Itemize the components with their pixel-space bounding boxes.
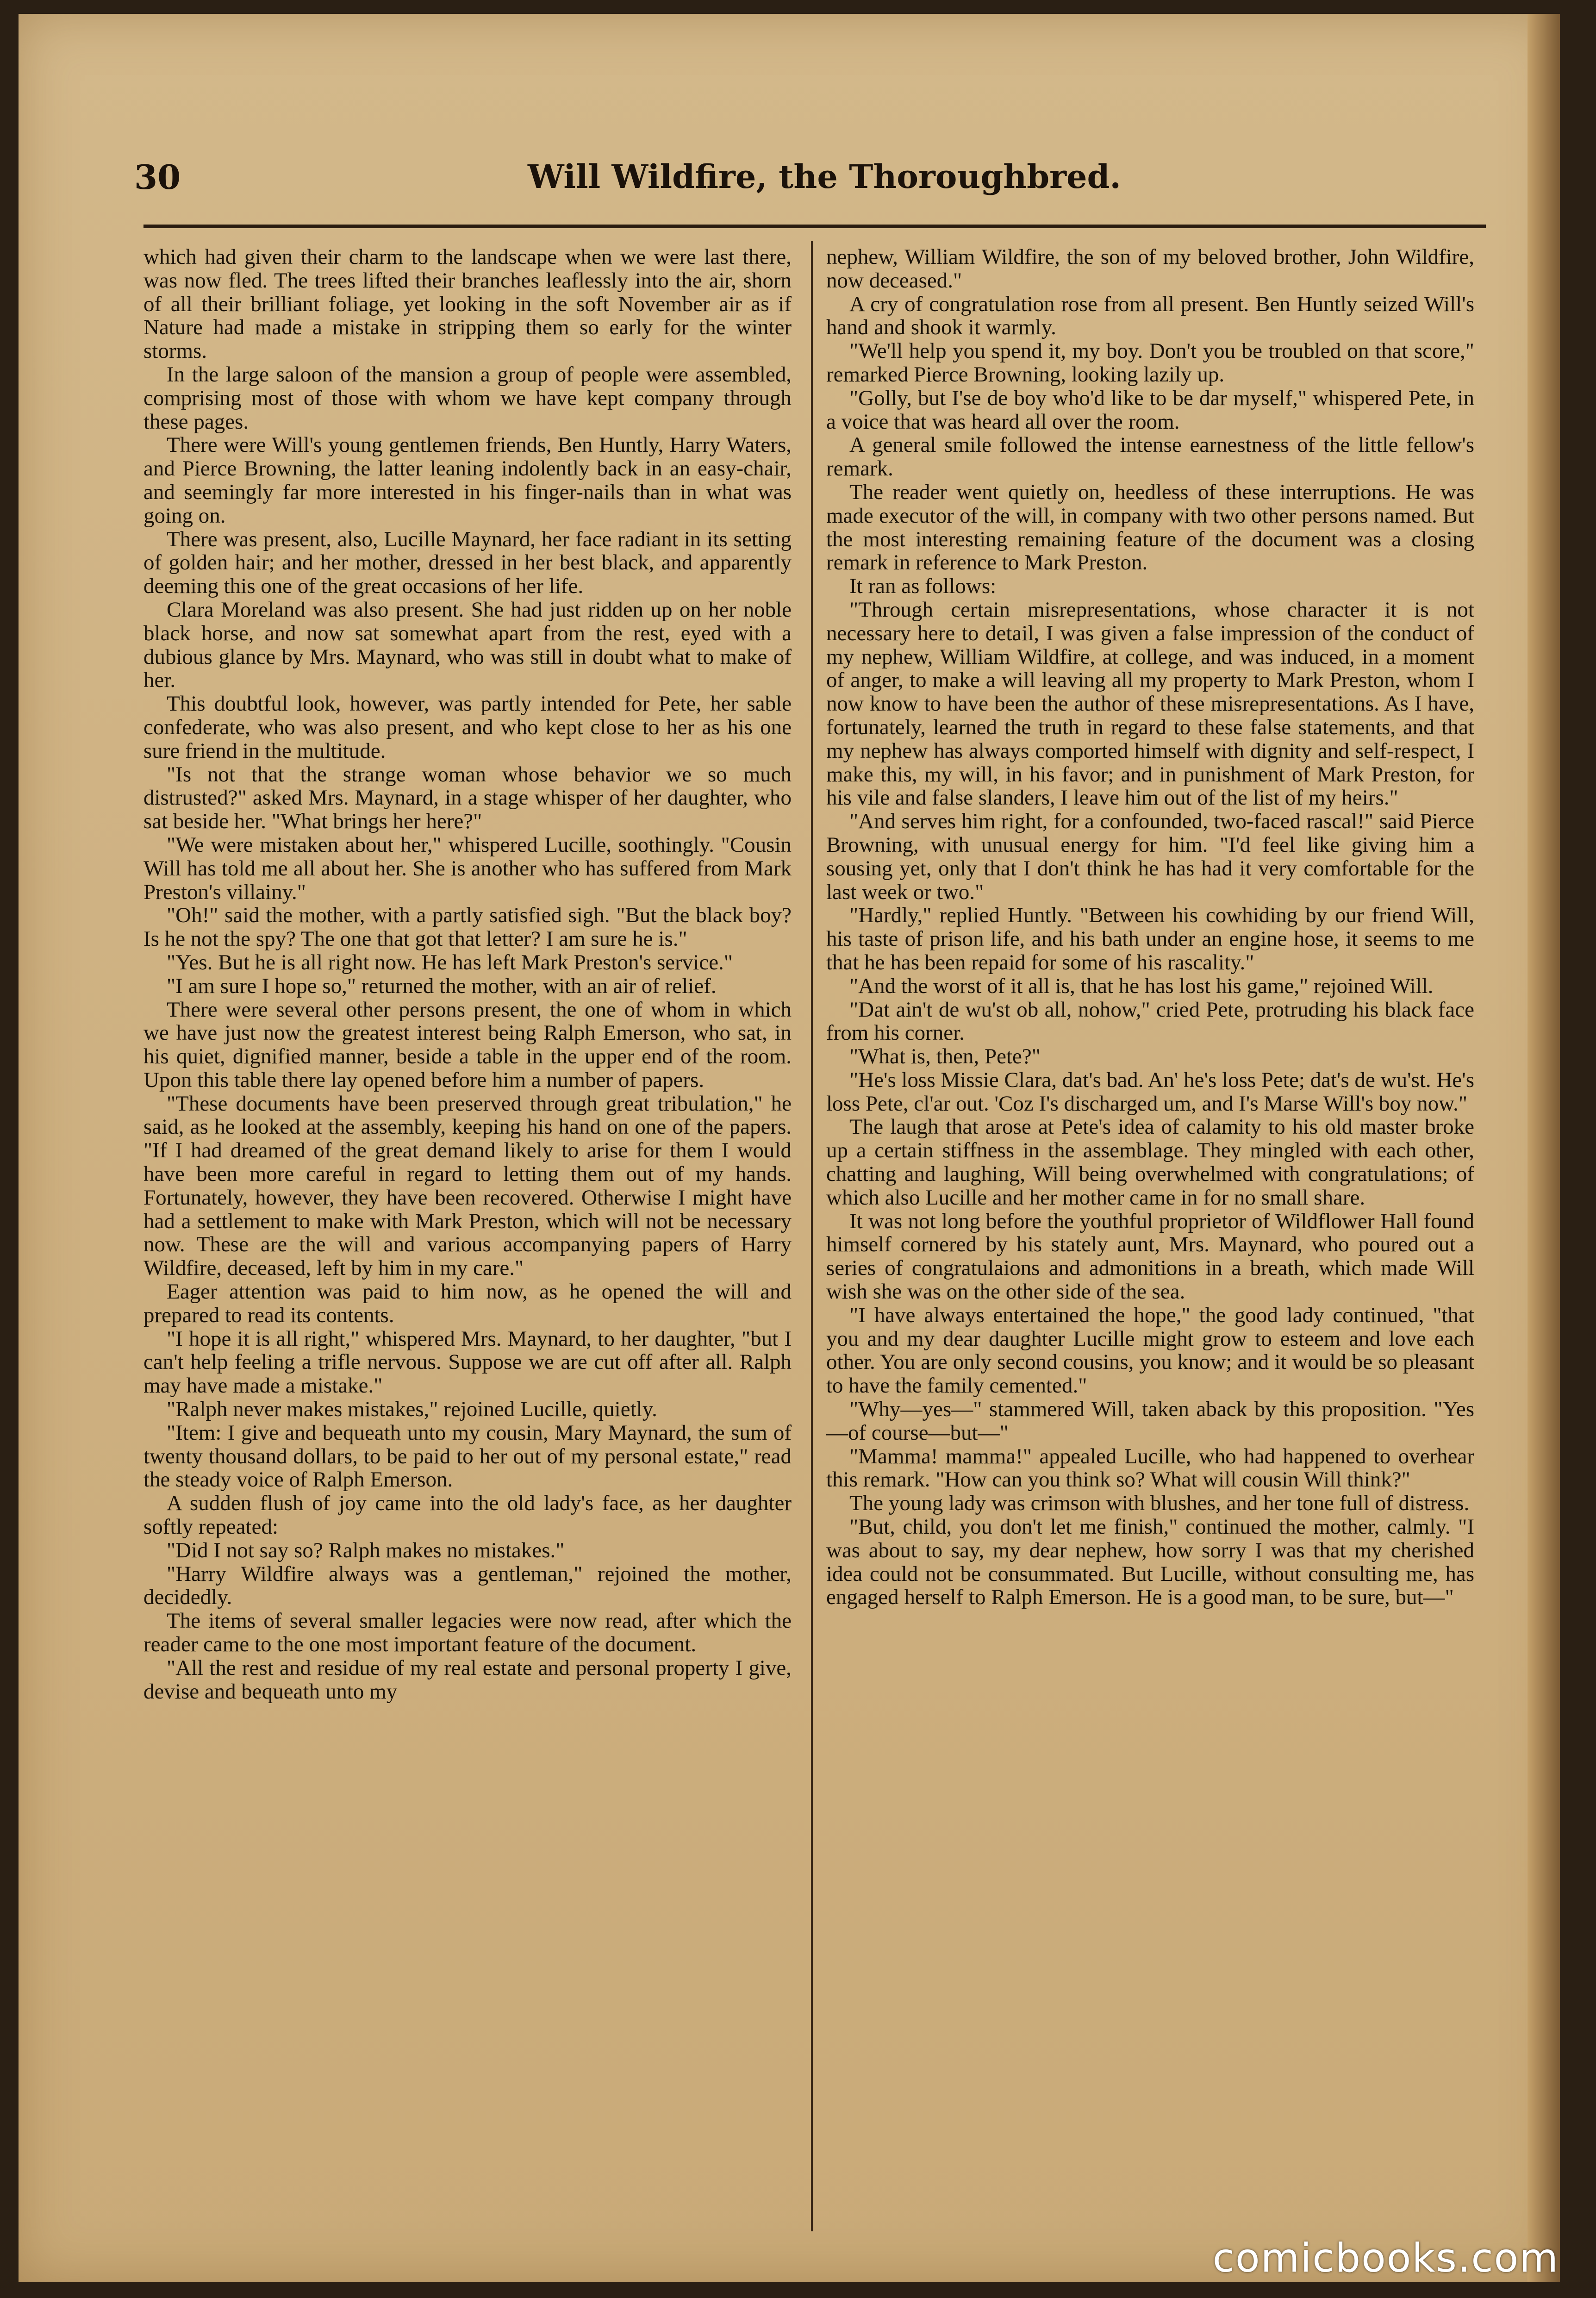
paragraph: This doubtful look, however, was partly intended for Pete, her sable confederate, who was also present, and who kept close to her as his one sure friend in the multitude. <box>143 692 792 763</box>
paragraph: "But, child, you don't let me finish," continued the mother, calmly. "I was about to say, my dear nephew, how sorry I was that my cherished idea could not be consummated. But Lucille, without consulting me, has engaged herself to Ralph Emerson. He is a good man, to be sure, but—" <box>826 1515 1474 1610</box>
paragraph: "We'll help you spend it, my boy. Don't you be troubled on that score," remarked Pierce Browning, looking lazily up. <box>826 339 1474 387</box>
paragraph: "What is, then, Pete?" <box>849 1044 1041 1069</box>
page-edge-shadow <box>1527 14 1560 2282</box>
paragraph: "He's loss Missie Clara, dat's bad. An' he's loss Pete; dat's de wu'st. He's loss Pete, cl'ar out. 'Coz I's discharged um, and I's Marse Will's boy now." <box>826 1068 1474 1116</box>
paragraph: The young lady was crimson with blushes, and her tone full of distress. <box>849 1491 1470 1516</box>
running-title: Will Wildfire, the Thoroughbred. <box>528 157 1121 196</box>
watermark: comicbooks.com <box>1212 2235 1559 2281</box>
paragraph: A sudden flush of joy came into the old lady's face, as her daughter softly repeated: <box>143 1491 792 1539</box>
paragraph: It was not long before the youthful proprietor of Wildflower Hall found himself cornered by his stately aunt, Mrs. Maynard, who poured out a series of congratulaions and admonitions in a breath, which made Will wish she was on the other side of the sea. <box>826 1209 1474 1304</box>
paragraph: "Mamma! mamma!" appealed Lucille, who had happened to overhear this remark. "How can you think so? What will cousin Will think?" <box>826 1444 1474 1492</box>
paragraph: Clara Moreland was also present. She had just ridden up on her noble black horse, and now sat somewhat apart from the rest, eyed with a dubious glance by Mrs. Maynard, who was still in doubt what to make of her. <box>143 597 792 693</box>
magazine-page <box>19 14 1560 2282</box>
paragraph: "All the rest and residue of my real estate and personal property I give, devise and bequeath unto my <box>143 1655 792 1704</box>
paragraph: It ran as follows: <box>849 574 997 599</box>
paragraph: "And the worst of it all is, that he has lost his game," rejoined Will. <box>849 974 1434 998</box>
page-number: 30 <box>134 157 181 197</box>
paragraph: In the large saloon of the mansion a group of people were assembled, comprising most of those with whom we have kept company through these pages. <box>143 362 792 434</box>
paragraph: "These documents have been preserved through great tribulation," he said, as he looked at the assembly, keeping his hand on one of the papers. "If I had dreamed of the great demand likely to arise for them I would have been more careful in regard to letting them out of my hands. Fortunately, however, they have been recovered. Otherwise I might have had a settlement to make with Mark Preston, which will not be necessary now. These are the will and various accompanying papers of Harry Wildfire, deceased, left by him in my care." <box>143 1091 792 1280</box>
paragraph: "I hope it is all right," whispered Mrs. Maynard, to her daughter, "but I can't help feeling a trifle nervous. Suppose we are cut off after all. Ralph may have made a mistake." <box>143 1326 792 1398</box>
paragraph: The laugh that arose at Pete's idea of calamity to his old master broke up a certain stiffness in the assemblage. They mingled with each other, chatting and laughing, Will being overwhelmed with congratulations; of which also Lucille and her mother came in for no small share. <box>826 1115 1474 1210</box>
paragraph: "Yes. But he is all right now. He has left Mark Preston's service." <box>167 950 733 974</box>
paragraph: "Through certain misrepresentations, whose character it is not necessary here to detail, I was given a false impression of the conduct of my nephew, William Wildfire, at college, and was induced, in a moment of anger, to make a will leaving all my property to Mark Preston, whom I now know to have been the author of these misrepresentations. As I have, fortunately, learned the truth in regard to these false statements, and that my nephew has always comported himself with dignity and self-respect, I make this, my will, in his favor; and in punishment of Mark Preston, for his vile and false slanders, I leave him out of the list of my heirs." <box>826 597 1474 810</box>
paragraph: "Oh!" said the mother, with a partly satisfied sigh. "But the black boy? Is he not the spy? The one that got that letter? I am sure he is." <box>143 903 792 951</box>
paragraph: "Item: I give and bequeath unto my cousin, Mary Maynard, the sum of twenty thousand dollars, to be paid to her out of my personal estate," read the steady voice of Ralph Emerson. <box>143 1420 792 1492</box>
paragraph: A general smile followed the intense earnestness of the little fellow's remark. <box>826 433 1474 481</box>
paragraph: "Dat ain't de wu'st ob all, nohow," cried Pete, protruding his black face from his corner. <box>826 997 1474 1045</box>
paragraph: Eager attention was paid to him now, as he opened the will and prepared to read its contents. <box>143 1280 792 1327</box>
paragraph: The items of several smaller legacies were now read, after which the reader came to the one most important feature of the document. <box>143 1609 792 1657</box>
paragraph: "Harry Wildfire always was a gentleman," rejoined the mother, decidedly. <box>143 1561 792 1610</box>
paragraph: "Hardly," replied Huntly. "Between his cowhiding by our friend Will, his taste of prison life, and his bath under an engine hose, it seems to me that he has been repaid for some of his rascality." <box>826 903 1474 974</box>
left-column <box>143 245 792 2236</box>
paragraph: "Ralph never makes mistakes," rejoined Lucille, quietly. <box>167 1397 657 1422</box>
right-column <box>826 245 1474 2236</box>
header-rule <box>143 225 1486 228</box>
paragraph: "And serves him right, for a confounded, two-faced rascal!" said Pierce Browning, with unusual energy for him. "I'd feel like giving him a sousing yet, only that I don't think he has had it very comfortable for the last week or two." <box>826 809 1474 904</box>
page-header <box>134 157 1477 213</box>
paragraph: A cry of congratulation rose from all present. Ben Huntly seized Will's hand and shook it warmly. <box>826 292 1474 340</box>
paragraph: "Golly, but I'se de boy who'd like to be dar myself," whispered Pete, in a voice that was heard all over the room. <box>826 386 1474 434</box>
column-divider <box>811 241 813 2231</box>
paragraph: There were Will's young gentlemen friends, Ben Huntly, Harry Waters, and Pierce Browning, the latter leaning indolently back in an easy-chair, and seemingly far more interested in his finger-nails than in what was going on. <box>143 433 792 528</box>
paragraph: which had given their charm to the landscape when we were last there, was now fled. The trees lifted their branches leaflessly into the air, shorn of all their brilliant foliage, yet looking in the soft November air as if Nature had made a mistake in stripping them so early for the winter storms. <box>143 245 792 363</box>
paragraph: There was present, also, Lucille Maynard, her face radiant in its setting of golden hair; and her mother, dressed in her best black, and apparently deeming this one of the great occasions of her life. <box>143 527 792 599</box>
paragraph: "I am sure I hope so," returned the mother, with an air of relief. <box>167 974 717 998</box>
paragraph: "Why—yes—" stammered Will, taken aback by this proposition. "Yes—of course—but—" <box>826 1397 1474 1445</box>
paragraph: "Is not that the strange woman whose behavior we so much distrusted?" asked Mrs. Maynard, in a stage whisper of her daughter, who sat beside her. "What brings her here?" <box>143 762 792 834</box>
paragraph: There were several other persons present, the one of whom in which we have just now the greatest interest being Ralph Emerson, who sat, in his quiet, dignified manner, beside a table in the upper end of the room. Upon this table there lay opened before him a number of papers. <box>143 997 792 1092</box>
paragraph: nephew, William Wildfire, the son of my beloved brother, John Wildfire, now deceased." <box>826 245 1474 293</box>
paragraph: "Did I not say so? Ralph makes no mistakes." <box>167 1538 565 1562</box>
paragraph: The reader went quietly on, heedless of these interruptions. He was made executor of the will, in company with two other persons named. But the most interesting remaining feature of the document was a closing remark in reference to Mark Preston. <box>826 480 1474 575</box>
paragraph: "We were mistaken about her," whispered Lucille, soothingly. "Cousin Will has told me all about her. She is another who has suffered from Mark Preston's villainy." <box>143 832 792 904</box>
paragraph: "I have always entertained the hope," the good lady continued, "that you and my dear daughter Lucille might grow to esteem and love each other. You are only second cousins, you know; and it would be so pleasant to have the family cemented." <box>826 1303 1474 1398</box>
